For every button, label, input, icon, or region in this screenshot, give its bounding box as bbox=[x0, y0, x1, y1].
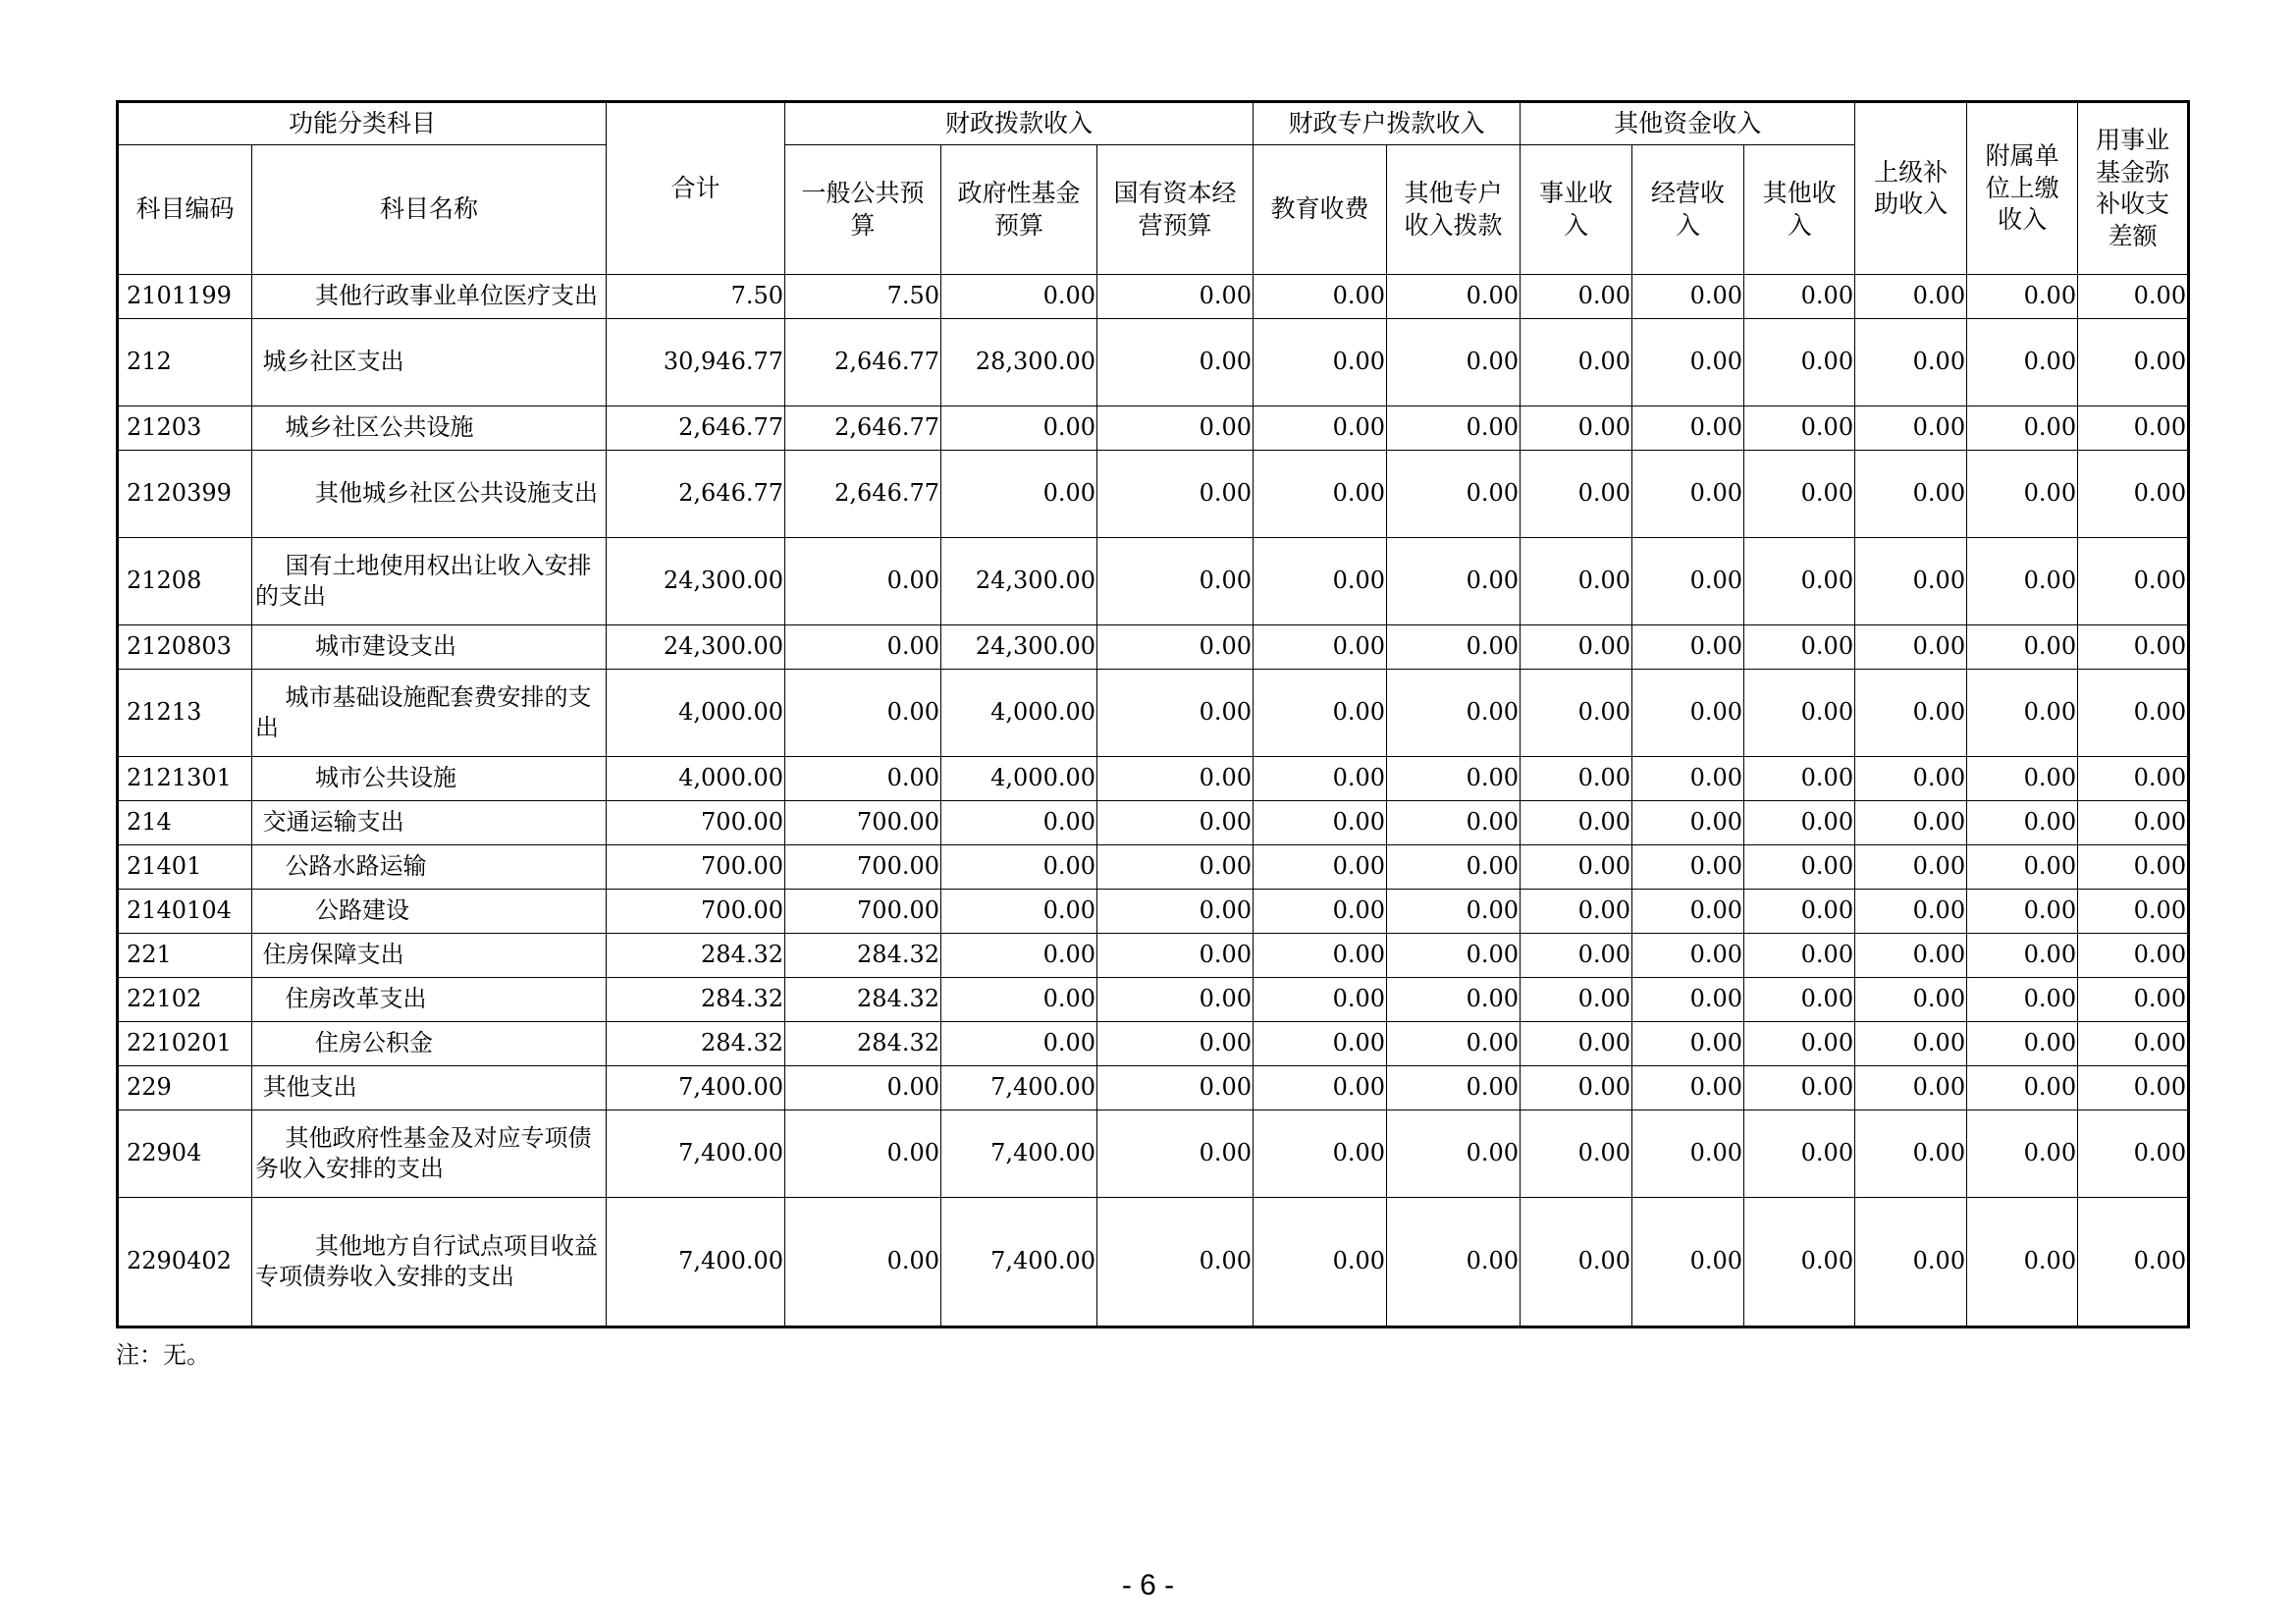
cell-value: 0.00 bbox=[1254, 845, 1387, 890]
cell-value: 700.00 bbox=[785, 890, 941, 934]
cell-value: 700.00 bbox=[785, 845, 941, 890]
cell-value: 0.00 bbox=[1521, 670, 1632, 757]
cell-value: 0.00 bbox=[1632, 670, 1744, 757]
cell-value: 0.00 bbox=[1632, 1066, 1744, 1110]
cell-code: 21208 bbox=[118, 538, 252, 625]
cell-value: 0.00 bbox=[1632, 757, 1744, 801]
header-other-funds: 其他资金收入 bbox=[1521, 102, 1855, 145]
cell-value: 0.00 bbox=[1967, 1022, 2078, 1066]
cell-code: 2210201 bbox=[118, 1022, 252, 1066]
cell-value: 0.00 bbox=[2078, 978, 2189, 1022]
cell-value: 0.00 bbox=[1632, 1022, 1744, 1066]
cell-value: 0.00 bbox=[1387, 275, 1521, 319]
cell-value: 0.00 bbox=[1744, 670, 1855, 757]
cell-value: 0.00 bbox=[1521, 625, 1632, 670]
cell-value: 0.00 bbox=[1097, 978, 1254, 1022]
cell-value: 0.00 bbox=[1632, 845, 1744, 890]
cell-value: 0.00 bbox=[1097, 625, 1254, 670]
cell-code: 21401 bbox=[118, 845, 252, 890]
cell-value: 0.00 bbox=[2078, 1198, 2189, 1327]
cell-code: 22102 bbox=[118, 978, 252, 1022]
cell-value: 0.00 bbox=[941, 934, 1097, 978]
cell-value: 7,400.00 bbox=[607, 1198, 785, 1327]
cell-value: 0.00 bbox=[1521, 845, 1632, 890]
cell-value: 0.00 bbox=[2078, 406, 2189, 451]
header-fiscal-special: 财政专户拨款收入 bbox=[1254, 102, 1521, 145]
cell-code: 2120803 bbox=[118, 625, 252, 670]
cell-name: 城市建设支出 bbox=[252, 625, 607, 670]
cell-value: 0.00 bbox=[2078, 890, 2189, 934]
table-row bbox=[118, 319, 2189, 406]
budget-table bbox=[116, 100, 2190, 1328]
table-row bbox=[118, 625, 2189, 670]
cell-value: 0.00 bbox=[1097, 1022, 1254, 1066]
cell-value: 0.00 bbox=[785, 1066, 941, 1110]
cell-value: 0.00 bbox=[1097, 934, 1254, 978]
cell-value: 0.00 bbox=[1632, 801, 1744, 845]
cell-value: 0.00 bbox=[1744, 625, 1855, 670]
cell-name: 国有土地使用权出让收入安排的支出 bbox=[252, 538, 607, 625]
cell-value: 0.00 bbox=[1855, 890, 1967, 934]
header-category: 功能分类科目 bbox=[118, 102, 607, 145]
page-number: - 6 - bbox=[1121, 1569, 1175, 1601]
cell-value: 2,646.77 bbox=[785, 451, 941, 538]
cell-value: 0.00 bbox=[1967, 1110, 2078, 1198]
cell-value: 0.00 bbox=[2078, 934, 2189, 978]
table-note: 注：无。 bbox=[116, 1341, 210, 1369]
cell-value: 284.32 bbox=[607, 1022, 785, 1066]
cell-value: 0.00 bbox=[941, 890, 1097, 934]
cell-value: 0.00 bbox=[1744, 757, 1855, 801]
cell-value: 0.00 bbox=[1387, 670, 1521, 757]
cell-name: 其他行政事业单位医疗支出 bbox=[252, 275, 607, 319]
cell-value: 700.00 bbox=[607, 801, 785, 845]
cell-value: 0.00 bbox=[1097, 1198, 1254, 1327]
table-row bbox=[118, 890, 2189, 934]
cell-value: 0.00 bbox=[1855, 275, 1967, 319]
cell-value: 0.00 bbox=[1254, 1110, 1387, 1198]
cell-value: 0.00 bbox=[785, 1198, 941, 1327]
cell-code: 21203 bbox=[118, 406, 252, 451]
cell-value: 0.00 bbox=[1254, 538, 1387, 625]
header-code: 科目编码 bbox=[118, 145, 252, 275]
table-row bbox=[118, 1198, 2189, 1327]
cell-value: 0.00 bbox=[1387, 801, 1521, 845]
table-row bbox=[118, 801, 2189, 845]
cell-value: 0.00 bbox=[1254, 406, 1387, 451]
cell-value: 0.00 bbox=[1967, 890, 2078, 934]
cell-value: 0.00 bbox=[785, 670, 941, 757]
cell-value: 0.00 bbox=[1632, 406, 1744, 451]
cell-name: 其他城乡社区公共设施支出 bbox=[252, 451, 607, 538]
cell-value: 0.00 bbox=[2078, 319, 2189, 406]
table-row bbox=[118, 275, 2189, 319]
header-operating-income: 经营收 入 bbox=[1632, 145, 1744, 275]
cell-code: 221 bbox=[118, 934, 252, 978]
header-fiscal-allocation: 财政拨款收入 bbox=[785, 102, 1254, 145]
cell-value: 0.00 bbox=[1632, 934, 1744, 978]
cell-value: 0.00 bbox=[2078, 670, 2189, 757]
cell-value: 28,300.00 bbox=[941, 319, 1097, 406]
cell-value: 0.00 bbox=[1967, 1066, 2078, 1110]
table-row bbox=[118, 1066, 2189, 1110]
cell-value: 0.00 bbox=[1632, 625, 1744, 670]
cell-value: 0.00 bbox=[1855, 757, 1967, 801]
cell-value: 30,946.77 bbox=[607, 319, 785, 406]
cell-value: 0.00 bbox=[1855, 319, 1967, 406]
cell-code: 2120399 bbox=[118, 451, 252, 538]
table-row bbox=[118, 538, 2189, 625]
cell-value: 0.00 bbox=[1744, 275, 1855, 319]
cell-value: 24,300.00 bbox=[607, 625, 785, 670]
cell-value: 0.00 bbox=[1744, 319, 1855, 406]
cell-value: 0.00 bbox=[2078, 1066, 2189, 1110]
cell-name: 住房公积金 bbox=[252, 1022, 607, 1066]
cell-value: 0.00 bbox=[1521, 978, 1632, 1022]
cell-value: 0.00 bbox=[1097, 757, 1254, 801]
cell-name: 城市基础设施配套费安排的支出 bbox=[252, 670, 607, 757]
cell-value: 0.00 bbox=[1744, 801, 1855, 845]
table-row bbox=[118, 845, 2189, 890]
cell-value: 0.00 bbox=[1632, 538, 1744, 625]
cell-value: 4,000.00 bbox=[941, 670, 1097, 757]
cell-value: 0.00 bbox=[1521, 801, 1632, 845]
table-row bbox=[118, 1022, 2189, 1066]
cell-name: 住房改革支出 bbox=[252, 978, 607, 1022]
cell-value: 0.00 bbox=[1967, 845, 2078, 890]
cell-value: 0.00 bbox=[1097, 1110, 1254, 1198]
cell-value: 0.00 bbox=[1967, 934, 2078, 978]
cell-value: 0.00 bbox=[941, 406, 1097, 451]
cell-value: 0.00 bbox=[1521, 934, 1632, 978]
cell-value: 0.00 bbox=[1967, 275, 2078, 319]
cell-value: 0.00 bbox=[941, 451, 1097, 538]
cell-value: 0.00 bbox=[1254, 890, 1387, 934]
cell-value: 0.00 bbox=[1387, 406, 1521, 451]
cell-value: 0.00 bbox=[1521, 757, 1632, 801]
cell-name: 其他政府性基金及对应专项债务收入安排的支出 bbox=[252, 1110, 607, 1198]
cell-value: 7,400.00 bbox=[941, 1198, 1097, 1327]
cell-value: 0.00 bbox=[941, 978, 1097, 1022]
cell-value: 0.00 bbox=[1855, 538, 1967, 625]
cell-value: 0.00 bbox=[1855, 406, 1967, 451]
header-education-fees: 教育收费 bbox=[1254, 145, 1387, 275]
cell-value: 7,400.00 bbox=[941, 1066, 1097, 1110]
cell-value: 0.00 bbox=[1254, 978, 1387, 1022]
cell-value: 0.00 bbox=[1387, 1022, 1521, 1066]
cell-value: 0.00 bbox=[1632, 1198, 1744, 1327]
cell-value: 0.00 bbox=[1744, 1066, 1855, 1110]
cell-value: 0.00 bbox=[941, 275, 1097, 319]
cell-value: 0.00 bbox=[1744, 451, 1855, 538]
cell-value: 0.00 bbox=[1744, 934, 1855, 978]
cell-value: 0.00 bbox=[1744, 978, 1855, 1022]
cell-code: 214 bbox=[118, 801, 252, 845]
cell-value: 0.00 bbox=[1387, 1066, 1521, 1110]
cell-value: 0.00 bbox=[1521, 1066, 1632, 1110]
cell-value: 0.00 bbox=[1097, 801, 1254, 845]
cell-code: 21213 bbox=[118, 670, 252, 757]
cell-value: 0.00 bbox=[1097, 1066, 1254, 1110]
cell-name: 公路水路运输 bbox=[252, 845, 607, 890]
cell-value: 0.00 bbox=[1097, 406, 1254, 451]
cell-value: 0.00 bbox=[2078, 1022, 2189, 1066]
cell-name: 城乡社区支出 bbox=[252, 319, 607, 406]
cell-value: 0.00 bbox=[1855, 670, 1967, 757]
header-superior-subsidy: 上级补 助收入 bbox=[1855, 102, 1967, 275]
cell-value: 700.00 bbox=[785, 801, 941, 845]
cell-name: 交通运输支出 bbox=[252, 801, 607, 845]
cell-value: 0.00 bbox=[2078, 1110, 2189, 1198]
cell-name: 住房保障支出 bbox=[252, 934, 607, 978]
cell-value: 0.00 bbox=[1521, 275, 1632, 319]
table-row bbox=[118, 934, 2189, 978]
header-row-groups bbox=[118, 102, 2189, 145]
cell-value: 0.00 bbox=[1387, 538, 1521, 625]
cell-value: 0.00 bbox=[941, 845, 1097, 890]
cell-value: 0.00 bbox=[1254, 319, 1387, 406]
cell-value: 0.00 bbox=[1387, 1110, 1521, 1198]
cell-value: 0.00 bbox=[1387, 319, 1521, 406]
cell-value: 0.00 bbox=[1521, 1198, 1632, 1327]
cell-value: 2,646.77 bbox=[785, 319, 941, 406]
cell-value: 0.00 bbox=[1097, 538, 1254, 625]
cell-value: 0.00 bbox=[1254, 1022, 1387, 1066]
cell-code: 2121301 bbox=[118, 757, 252, 801]
cell-value: 0.00 bbox=[1521, 1022, 1632, 1066]
cell-value: 0.00 bbox=[1967, 801, 2078, 845]
cell-value: 0.00 bbox=[1855, 845, 1967, 890]
header-gov-fund-budget: 政府性基金 预算 bbox=[941, 145, 1097, 275]
cell-value: 0.00 bbox=[1254, 670, 1387, 757]
cell-value: 0.00 bbox=[1632, 451, 1744, 538]
cell-value: 0.00 bbox=[1744, 1198, 1855, 1327]
cell-value: 284.32 bbox=[607, 978, 785, 1022]
cell-value: 0.00 bbox=[1744, 890, 1855, 934]
cell-value: 0.00 bbox=[1521, 319, 1632, 406]
cell-value: 0.00 bbox=[1097, 319, 1254, 406]
cell-value: 0.00 bbox=[1967, 319, 2078, 406]
cell-value: 284.32 bbox=[785, 1022, 941, 1066]
cell-value: 0.00 bbox=[1967, 978, 2078, 1022]
cell-value: 0.00 bbox=[2078, 757, 2189, 801]
cell-value: 0.00 bbox=[785, 538, 941, 625]
header-general-budget: 一般公共预 算 bbox=[785, 145, 941, 275]
cell-value: 700.00 bbox=[607, 890, 785, 934]
cell-value: 0.00 bbox=[1387, 757, 1521, 801]
cell-value: 0.00 bbox=[1632, 1110, 1744, 1198]
cell-value: 0.00 bbox=[1744, 1110, 1855, 1198]
cell-value: 0.00 bbox=[2078, 538, 2189, 625]
cell-value: 0.00 bbox=[1254, 801, 1387, 845]
cell-value: 0.00 bbox=[1521, 451, 1632, 538]
cell-value: 7.50 bbox=[607, 275, 785, 319]
table-row bbox=[118, 1110, 2189, 1198]
cell-name: 其他地方自行试点项目收益专项债券收入安排的支出 bbox=[252, 1198, 607, 1327]
cell-value: 0.00 bbox=[1521, 538, 1632, 625]
cell-value: 0.00 bbox=[1855, 1066, 1967, 1110]
cell-name: 公路建设 bbox=[252, 890, 607, 934]
cell-value: 0.00 bbox=[1254, 757, 1387, 801]
cell-value: 0.00 bbox=[1387, 934, 1521, 978]
cell-value: 0.00 bbox=[1744, 538, 1855, 625]
cell-value: 0.00 bbox=[1744, 406, 1855, 451]
cell-value: 0.00 bbox=[1744, 845, 1855, 890]
table-row bbox=[118, 406, 2189, 451]
cell-value: 0.00 bbox=[1855, 1110, 1967, 1198]
cell-value: 24,300.00 bbox=[941, 625, 1097, 670]
cell-value: 0.00 bbox=[785, 625, 941, 670]
cell-value: 0.00 bbox=[1097, 890, 1254, 934]
cell-code: 212 bbox=[118, 319, 252, 406]
cell-value: 0.00 bbox=[1632, 978, 1744, 1022]
cell-value: 0.00 bbox=[941, 801, 1097, 845]
cell-value: 4,000.00 bbox=[941, 757, 1097, 801]
cell-value: 2,646.77 bbox=[607, 406, 785, 451]
cell-value: 0.00 bbox=[1387, 890, 1521, 934]
header-business-income: 事业收 入 bbox=[1521, 145, 1632, 275]
cell-value: 0.00 bbox=[1254, 275, 1387, 319]
cell-value: 0.00 bbox=[1387, 845, 1521, 890]
cell-value: 284.32 bbox=[785, 978, 941, 1022]
cell-value: 0.00 bbox=[1521, 1110, 1632, 1198]
cell-name: 城市公共设施 bbox=[252, 757, 607, 801]
header-other-income: 其他收 入 bbox=[1744, 145, 1855, 275]
table-body bbox=[118, 275, 2189, 1327]
cell-value: 0.00 bbox=[1387, 625, 1521, 670]
cell-value: 0.00 bbox=[1967, 406, 2078, 451]
cell-value: 0.00 bbox=[2078, 451, 2189, 538]
cell-value: 0.00 bbox=[1254, 625, 1387, 670]
cell-value: 24,300.00 bbox=[941, 538, 1097, 625]
cell-value: 0.00 bbox=[1097, 275, 1254, 319]
cell-value: 7,400.00 bbox=[941, 1110, 1097, 1198]
table-row bbox=[118, 757, 2189, 801]
cell-value: 2,646.77 bbox=[785, 406, 941, 451]
cell-value: 0.00 bbox=[2078, 801, 2189, 845]
cell-value: 0.00 bbox=[1097, 451, 1254, 538]
cell-value: 0.00 bbox=[2078, 275, 2189, 319]
cell-value: 4,000.00 bbox=[607, 670, 785, 757]
cell-value: 7.50 bbox=[785, 275, 941, 319]
cell-value: 0.00 bbox=[1967, 451, 2078, 538]
header-total: 合计 bbox=[607, 102, 785, 275]
cell-value: 0.00 bbox=[1855, 934, 1967, 978]
cell-value: 0.00 bbox=[1387, 1198, 1521, 1327]
header-state-capital-budget: 国有资本经 营预算 bbox=[1097, 145, 1254, 275]
cell-value: 0.00 bbox=[1967, 757, 2078, 801]
cell-value: 0.00 bbox=[1097, 670, 1254, 757]
header-name: 科目名称 bbox=[252, 145, 607, 275]
cell-value: 0.00 bbox=[1254, 1066, 1387, 1110]
cell-value: 0.00 bbox=[1521, 406, 1632, 451]
cell-name: 城乡社区公共设施 bbox=[252, 406, 607, 451]
cell-value: 4,000.00 bbox=[607, 757, 785, 801]
header-fund-offset: 用事业 基金弥 补收支 差额 bbox=[2078, 102, 2189, 275]
cell-value: 0.00 bbox=[1254, 934, 1387, 978]
cell-value: 0.00 bbox=[1855, 978, 1967, 1022]
cell-code: 2140104 bbox=[118, 890, 252, 934]
cell-value: 7,400.00 bbox=[607, 1066, 785, 1110]
cell-code: 22904 bbox=[118, 1110, 252, 1198]
cell-value: 0.00 bbox=[785, 1110, 941, 1198]
cell-value: 0.00 bbox=[2078, 625, 2189, 670]
cell-value: 0.00 bbox=[1387, 978, 1521, 1022]
cell-value: 0.00 bbox=[1855, 801, 1967, 845]
table-row bbox=[118, 670, 2189, 757]
cell-value: 0.00 bbox=[1254, 451, 1387, 538]
cell-value: 0.00 bbox=[1632, 890, 1744, 934]
header-other-special: 其他专户 收入拨款 bbox=[1387, 145, 1521, 275]
cell-value: 0.00 bbox=[1967, 625, 2078, 670]
cell-code: 2290402 bbox=[118, 1198, 252, 1327]
cell-code: 2101199 bbox=[118, 275, 252, 319]
cell-value: 0.00 bbox=[1855, 1198, 1967, 1327]
cell-value: 0.00 bbox=[1097, 845, 1254, 890]
cell-value: 24,300.00 bbox=[607, 538, 785, 625]
cell-name: 其他支出 bbox=[252, 1066, 607, 1110]
cell-value: 0.00 bbox=[1632, 319, 1744, 406]
header-affiliated-payment: 附属单 位上缴 收入 bbox=[1967, 102, 2078, 275]
table-row bbox=[118, 978, 2189, 1022]
cell-value: 284.32 bbox=[785, 934, 941, 978]
cell-value: 0.00 bbox=[785, 757, 941, 801]
cell-value: 0.00 bbox=[1254, 1198, 1387, 1327]
cell-value: 2,646.77 bbox=[607, 451, 785, 538]
cell-value: 700.00 bbox=[607, 845, 785, 890]
table-row bbox=[118, 451, 2189, 538]
cell-value: 0.00 bbox=[1521, 890, 1632, 934]
cell-value: 0.00 bbox=[2078, 845, 2189, 890]
cell-value: 0.00 bbox=[1967, 670, 2078, 757]
cell-code: 229 bbox=[118, 1066, 252, 1110]
cell-value: 7,400.00 bbox=[607, 1110, 785, 1198]
cell-value: 0.00 bbox=[1387, 451, 1521, 538]
cell-value: 284.32 bbox=[607, 934, 785, 978]
cell-value: 0.00 bbox=[1632, 275, 1744, 319]
cell-value: 0.00 bbox=[1967, 538, 2078, 625]
cell-value: 0.00 bbox=[941, 1022, 1097, 1066]
cell-value: 0.00 bbox=[1744, 1022, 1855, 1066]
cell-value: 0.00 bbox=[1855, 625, 1967, 670]
cell-value: 0.00 bbox=[1855, 1022, 1967, 1066]
cell-value: 0.00 bbox=[1967, 1198, 2078, 1327]
cell-value: 0.00 bbox=[1855, 451, 1967, 538]
